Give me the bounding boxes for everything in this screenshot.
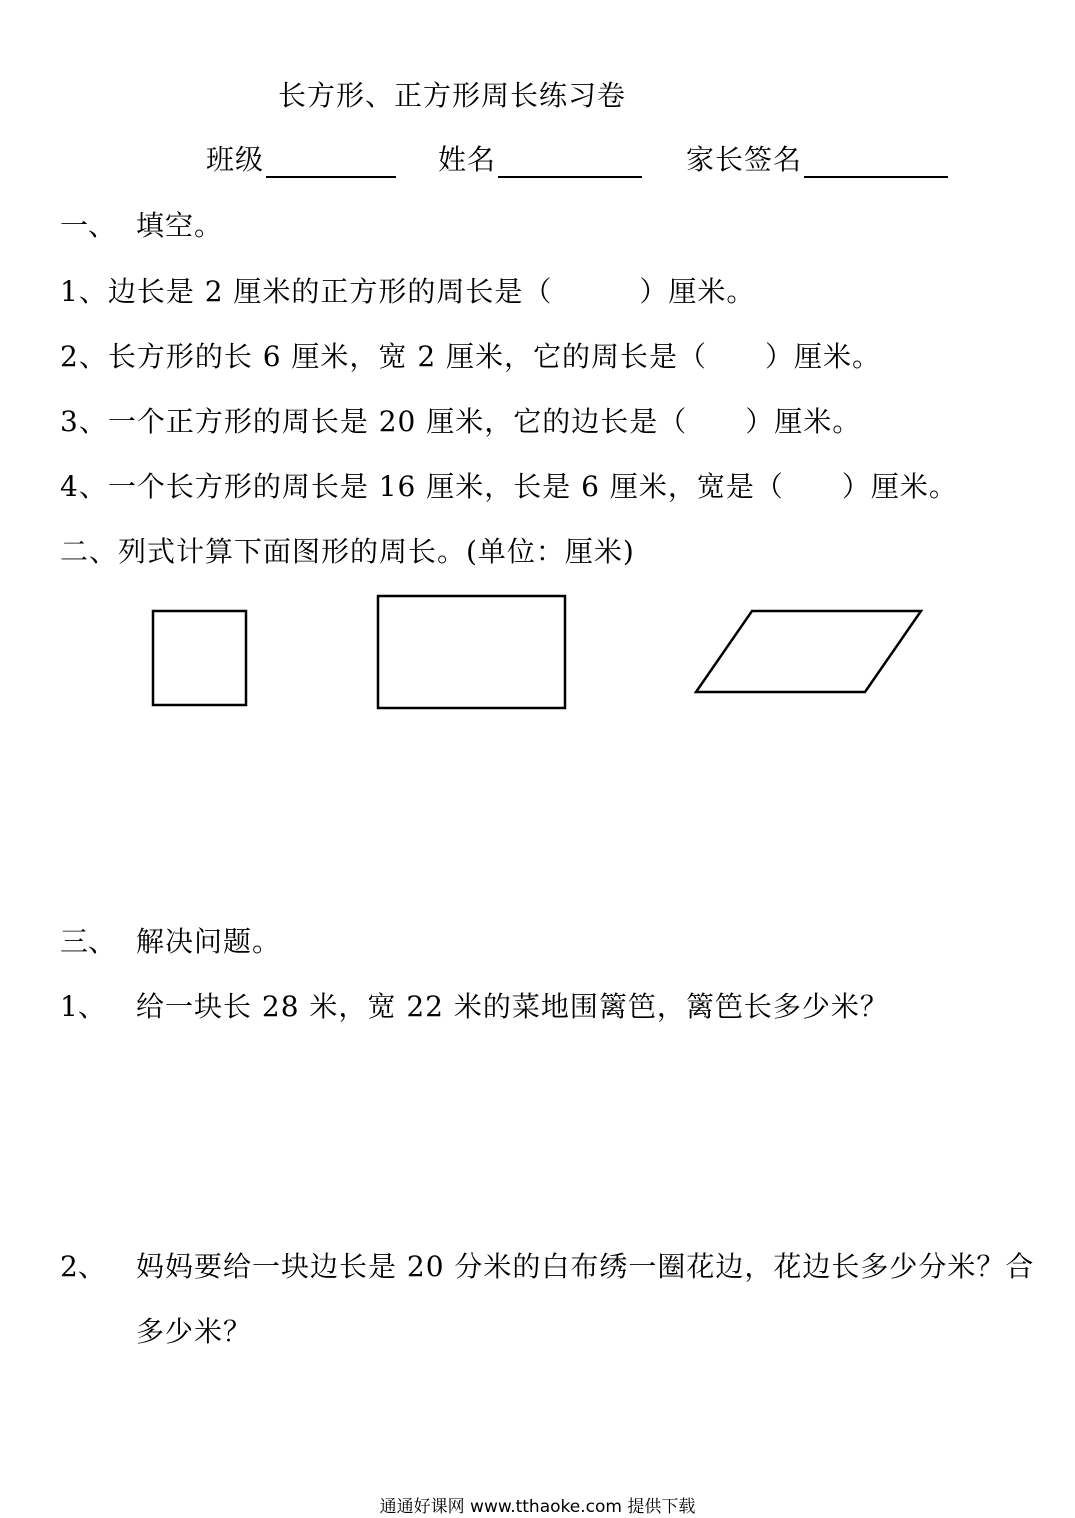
- rectangle-shape: [378, 596, 565, 708]
- problem-2-text-line1: 妈妈要给一块边长是 20 分米的白布绣一圈花边，花边长多少分米？合: [136, 1250, 1035, 1283]
- parent-signature-label: 家长签名: [686, 143, 803, 176]
- problem-2-text-line2: 多少米？: [136, 1315, 253, 1348]
- section1-heading: 填空。: [136, 209, 224, 242]
- name-label: 姓名: [438, 143, 497, 176]
- fill-question-1: 1、边长是 2 厘米的正方形的周长是（ ）厘米。: [60, 275, 756, 308]
- section3-number: 三、: [60, 925, 117, 958]
- section3-heading: 解决问题。: [136, 925, 282, 958]
- fill-question-2: 2、长方形的长 6 厘米，宽 2 厘米，它的周长是（ ）厘米。: [60, 340, 882, 373]
- class-label: 班级: [206, 143, 265, 176]
- footer-credit: 通通好课网 www.tthaoke.com 提供下载: [379, 1497, 696, 1517]
- fill-question-4: 4、一个长方形的周长是 16 厘米，长是 6 厘米，宽是（ ）厘米。: [60, 470, 958, 503]
- square-shape: [153, 611, 246, 705]
- section2-heading: 二、列式计算下面图形的周长。(单位：厘米): [60, 535, 635, 568]
- problem-1-text: 给一块长 28 米，宽 22 米的菜地围篱笆，篱笆长多少米？: [136, 990, 889, 1023]
- page-title: 长方形、正方形周长练习卷: [278, 79, 627, 112]
- problem-2-number: 2、: [60, 1250, 106, 1283]
- fill-question-3: 3、一个正方形的周长是 20 厘米，它的边长是（ ）厘米。: [60, 405, 862, 438]
- parallelogram-shape: [696, 611, 921, 692]
- section1-number: 一、: [60, 209, 117, 242]
- problem-1-number: 1、: [60, 990, 106, 1023]
